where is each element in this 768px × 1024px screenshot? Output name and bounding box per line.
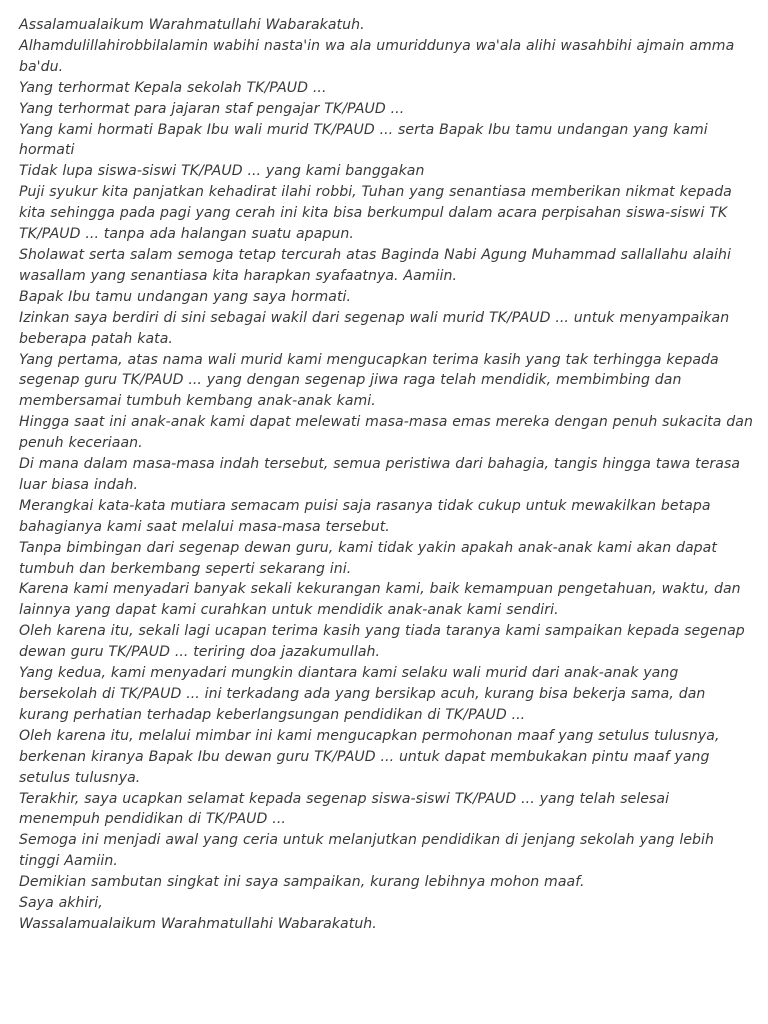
paragraph-thanks-teachers: Yang pertama, atas nama wali murid kami mengucapkan terima kasih yang tak terhingga kepada segenap guru TK/PAUD ... yang dengan segenap jiwa raga telah mendidik, membimbing dan membersamai tumbuh kembang anak-anak kami. [19,351,719,410]
paragraph-apology: Oleh karena itu, melalui mimbar ini kami mengucapkan permohonan maaf yang setulus tulusnya, berkenan kiranya Bapak Ibu dewan guru TK/PAUD ... untuk dapat membukakan pintu maaf yang setulus tulusnya. [19,727,720,786]
paragraph-honor-principal: Yang terhormat Kepala sekolah TK/PAUD ... [19,79,327,96]
paragraph-opening-praise: Alhamdulillahirobbilalamin wabihi nasta'in wa ala umuriddunya wa'ala alihi wasahbihi ajmain amma ba'du. [19,37,735,75]
paragraph-sholawat: Sholawat serta salam semoga tetap tercurah atas Baginda Nabi Agung Muhammad sallallahu alaihi wasallam yang senantiasa kita harapkan syafaatnya. Aamiin. [19,246,731,284]
paragraph-beautiful-moments: Di mana dalam masa-masa indah tersebut, semua peristiwa dari bahagia, tangis hingga tawa terasa luar biasa indah. [19,456,741,493]
paragraph-honor-staff: Yang terhormat para jajaran staf pengajar TK/PAUD ... [19,100,405,117]
paragraph-shortcomings: Karena kami menyadari banyak sekali kekurangan kami, baik kemampuan pengetahuan, waktu, dan lainnya yang dapat kami curahkan untuk mendidik anak-anak kami sendiri. [19,581,741,619]
paragraph-second-point: Yang kedua, kami menyadari mungkin diantara kami selaku wali murid dari anak-anak yang bersekolah di TK/PAUD ... ini terkadang ada yang bersikap acuh, kurang bisa bekerja sama, dan kurang perhatian terhadap keberlangsungan pendidikan di TK/PAUD ... [19,665,706,723]
paragraph-permission: Izinkan saya berdiri di sini sebagai wakil dari segenap wali murid TK/PAUD ... untuk menyampaikan beberapa patah kata. [19,309,730,347]
paragraph-poetic-words: Merangkai kata-kata mutiara semacam puisi saja rasanya tidak cukup untuk mewakilkan betapa bahagianya kami saat melalui masa-masa tersebut. [19,497,711,535]
paragraph-guidance: Tanpa bimbingan dari segenap dewan guru, kami tidak yakin apakah anak-anak kami akan dapat tumbuh dan berkembang seperti sekarang ini. [19,539,717,577]
paragraph-golden-years: Hingga saat ini anak-anak kami dapat melewati masa-masa emas mereka dengan penuh sukacita dan penuh keceriaan. [19,414,753,452]
paragraph-honor-parents: Yang kami hormati Bapak Ibu wali murid TK/PAUD ... serta Bapak Ibu tamu undangan yang kami hormati [19,121,708,159]
paragraph-farewell: Wassalamualaikum Warahmatullahi Wabarakatuh. [19,915,377,932]
paragraph-closing: Demikian sambutan singkat ini saya sampaikan, kurang lebihnya mohon maaf. [19,874,585,891]
paragraph-hope: Semoga ini menjadi awal yang ceria untuk melanjutkan pendidikan di jenjang sekolah yang lebih tinggi Aamiin. [19,832,714,870]
paragraph-congratulations: Terakhir, saya ucapkan selamat kepada segenap siswa-siswi TK/PAUD ... yang telah selesai menempuh pendidikan di TK/PAUD ... [19,790,670,828]
paragraph-address-guests: Bapak Ibu tamu undangan yang saya hormati. [19,288,352,305]
speech-document [19,15,754,935]
paragraph-gratitude: Puji syukur kita panjatkan kehadirat ilahi robbi, Tuhan yang senantiasa memberikan nikmat kepada kita sehingga pada pagi yang cerah ini kita bisa berkumpul dalam acara perpisahan siswa-siswi TK TK/PAUD ... tanpa ada halangan suatu apapun. [19,184,732,243]
paragraph-ending: Saya akhiri, [19,895,103,912]
paragraph-honor-students: Tidak lupa siswa-siswi TK/PAUD ... yang kami banggakan [19,163,425,180]
paragraph-greeting: Assalamualaikum Warahmatullahi Wabarakatuh. [19,17,365,33]
paragraph-thanks-again: Oleh karena itu, sekali lagi ucapan terima kasih yang tiada taranya kami sampaikan kepada segenap dewan guru TK/PAUD ... teriring doa jazakumullah. [19,623,745,661]
